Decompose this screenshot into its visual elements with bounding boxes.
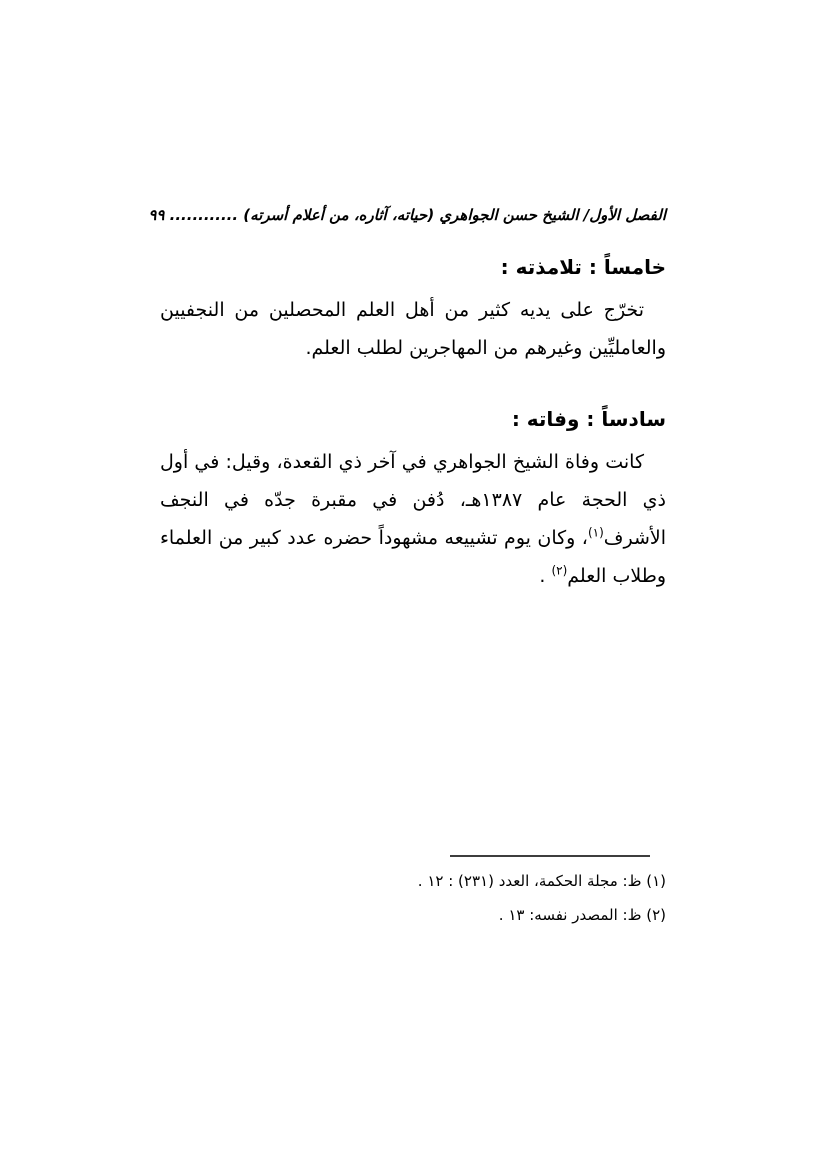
footnote-area bbox=[160, 855, 666, 925]
text-run: تخرّج على يديه كثير من أهل العلم المحصلين من النجفيين والعامليِّين وغيرهم من المهاجرين لطلب العلم. bbox=[160, 299, 666, 359]
paragraph-death bbox=[160, 443, 666, 595]
footnote-2: (٢) ظ: المصدر نفسه: ١٣ . bbox=[498, 906, 666, 924]
text-run: . bbox=[539, 565, 552, 587]
footnote-1: (١) ظ: مجلة الحكمة، العدد (٢٣١) : ١٢ . bbox=[417, 872, 666, 890]
page-content bbox=[148, 0, 666, 595]
footnote-marker: (١) bbox=[587, 525, 604, 540]
running-header: الفصل الأول/ الشيخ حسن الجواهري (حياته، آثاره، من أعلام أسرته) ............ ٩٩ bbox=[148, 206, 666, 224]
paragraph-students bbox=[160, 291, 666, 367]
footnote-marker: (٢) bbox=[551, 563, 568, 578]
text-run: كانت وفاة الشيخ الجواهري في آخر ذي القعدة، وقيل: في أول ذي الحجة عام ١٣٨٧هـ، دُفن في مقبرة جدّه في النجف الأشرف bbox=[160, 451, 666, 549]
section-heading-death: سادساً : وفاته : bbox=[511, 407, 666, 431]
footnote-separator-rule bbox=[450, 855, 650, 857]
text-run: ، وكان يوم تشييعه مشهوداً حضره عدد كبير من العلماء وطلاب العلم bbox=[160, 527, 666, 587]
section-heading-students: خامساً : تلامذته : bbox=[500, 255, 666, 279]
